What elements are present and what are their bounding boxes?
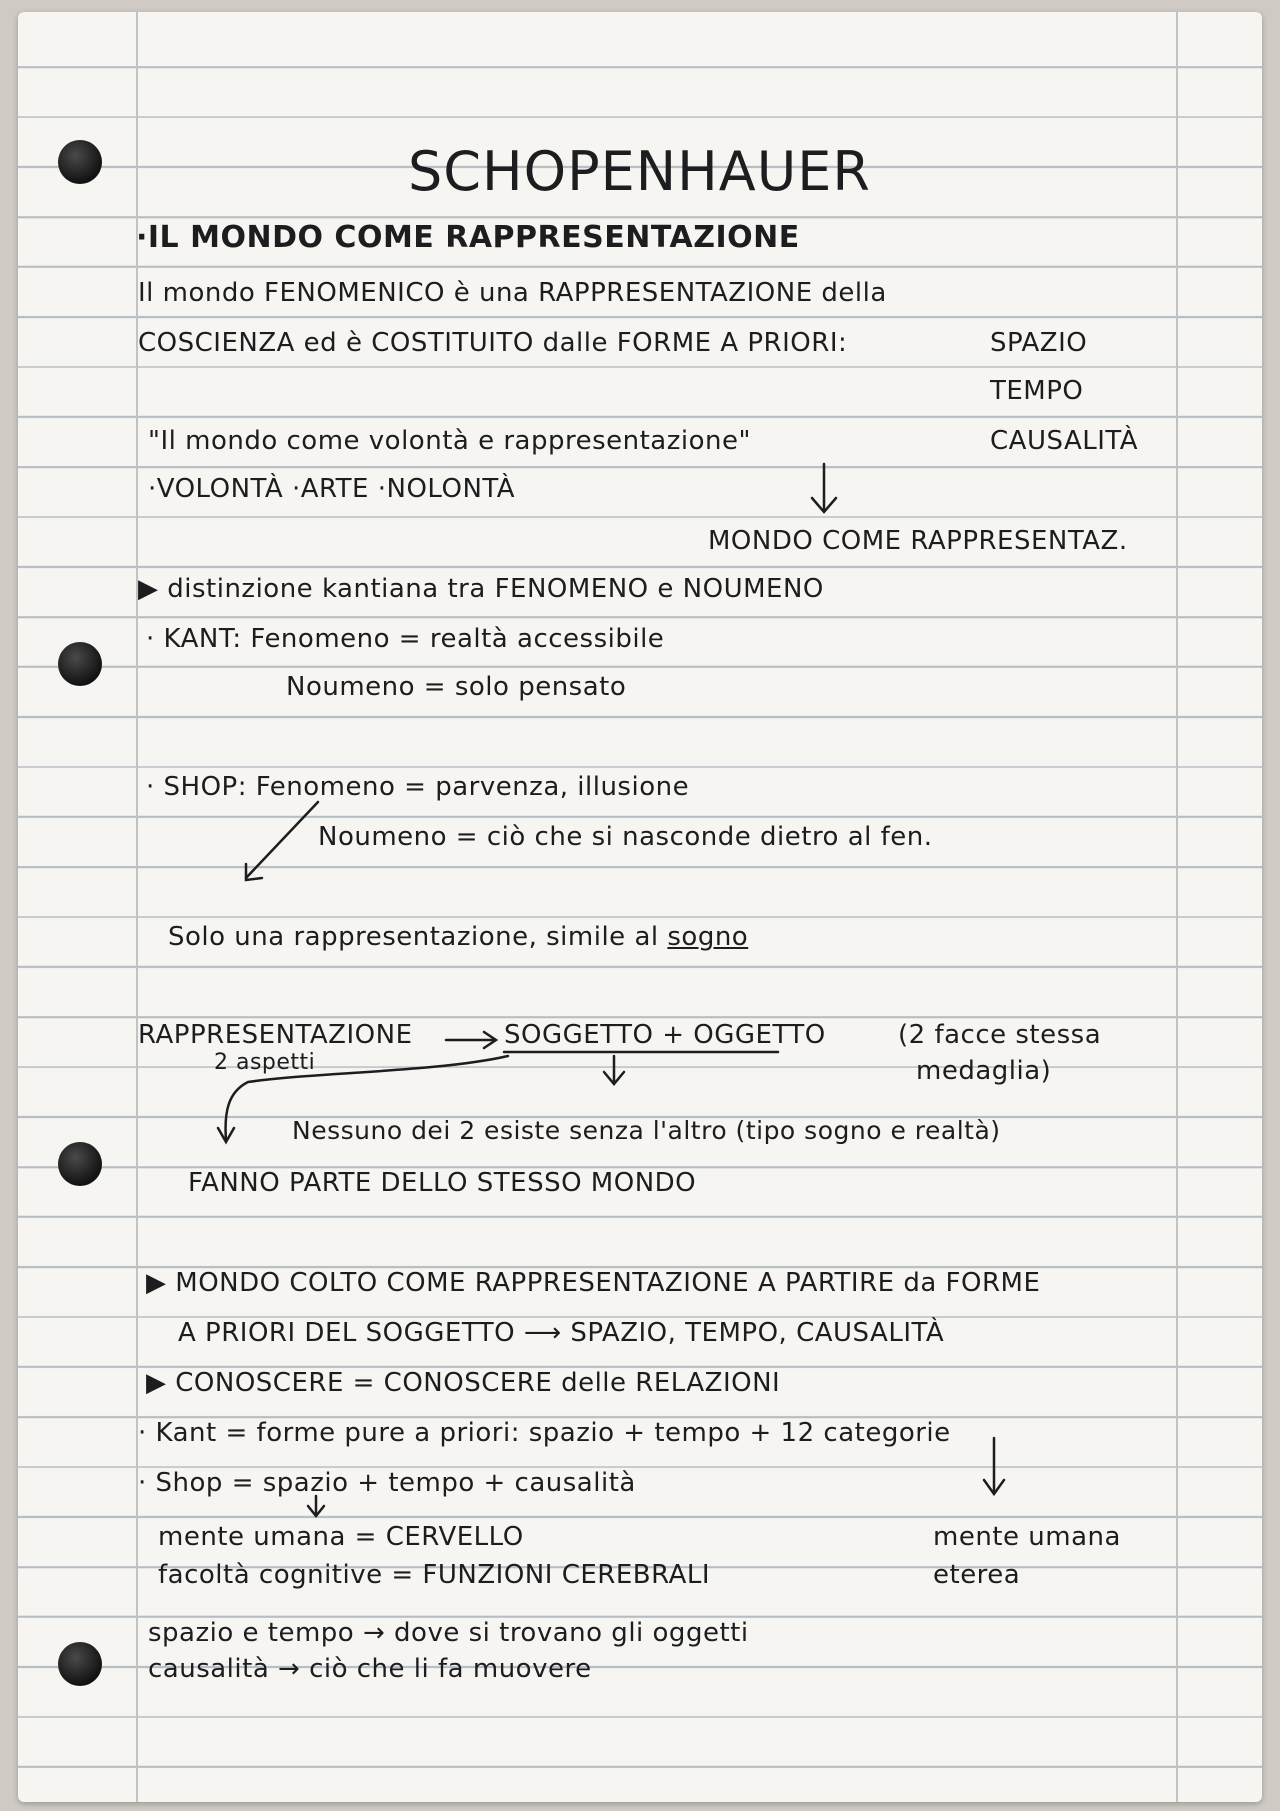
form-spazio: SPAZIO (990, 328, 1088, 358)
text-line: causalità → ciò che li fa muovere (148, 1654, 592, 1684)
text-line: A PRIORI DEL SOGGETTO ⟶ SPAZIO, TEMPO, CAUSALITÀ (178, 1318, 945, 1348)
page-title: SCHOPENHAUER (408, 140, 871, 203)
text-line: COSCIENZA ed è COSTITUITO dalle FORME A PRIORI: (138, 328, 848, 358)
text-line: · Kant = forme pure a priori: spazio + tempo + 12 categorie (138, 1418, 951, 1448)
text-line: RAPPRESENTAZIONE (138, 1020, 413, 1050)
text-line: facoltà cognitive = FUNZIONI CEREBRALI (158, 1560, 711, 1590)
text-line: · KANT: Fenomeno = realtà accessibile (146, 624, 665, 654)
text-line: Il mondo FENOMENICO è una RAPPRESENTAZIONE della (138, 278, 887, 308)
text-line: ▶ CONOSCERE = CONOSCERE delle RELAZIONI (146, 1368, 781, 1398)
text-line: 2 aspetti (214, 1050, 316, 1075)
text-line: mente umana (933, 1522, 1121, 1552)
text-segment: Solo una rappresentazione, simile al (168, 922, 659, 952)
notebook-page (18, 12, 1262, 1802)
form-tempo: TEMPO (990, 376, 1084, 406)
text-line: Noumeno = ciò che si nasconde dietro al fen. (318, 822, 933, 852)
section-heading: ·IL MONDO COME RAPPRESENTAZIONE (136, 220, 800, 255)
text-line: medaglia) (916, 1056, 1052, 1086)
text-line: mente umana = CERVELLO (158, 1522, 524, 1552)
underlined-word: sogno (667, 922, 749, 952)
quote-line: "Il mondo come volontà e rappresentazione" (148, 426, 751, 456)
text-line: spazio e tempo → dove si trovano gli oggetti (148, 1618, 749, 1648)
text-line: ▶ distinzione kantiana tra FENOMENO e NOUMENO (138, 574, 824, 604)
text-line: FANNO PARTE DELLO STESSO MONDO (188, 1168, 697, 1198)
text-line: MONDO COME RAPPRESENTAZ. (708, 526, 1128, 556)
text-line: · Shop = spazio + tempo + causalità (138, 1468, 636, 1498)
hand-drawn-arrows (18, 12, 1262, 1802)
text-line: Nessuno dei 2 esiste senza l'altro (tipo sogno e realtà) (292, 1116, 1001, 1145)
form-causalita: CAUSALITÀ (990, 426, 1139, 456)
text-line: ·VOLONTÀ ·ARTE ·NOLONTÀ (148, 474, 516, 504)
text-line: Noumeno = solo pensato (286, 672, 627, 702)
text-line: · SHOP: Fenomeno = parvenza, illusione (146, 772, 690, 802)
text-line: eterea (933, 1560, 1021, 1590)
text-line: ▶ MONDO COLTO COME RAPPRESENTAZIONE A PARTIRE da FORME (146, 1268, 1041, 1298)
text-line: (2 facce stessa (898, 1020, 1102, 1050)
text-line: SOGGETTO + OGGETTO (504, 1020, 826, 1050)
